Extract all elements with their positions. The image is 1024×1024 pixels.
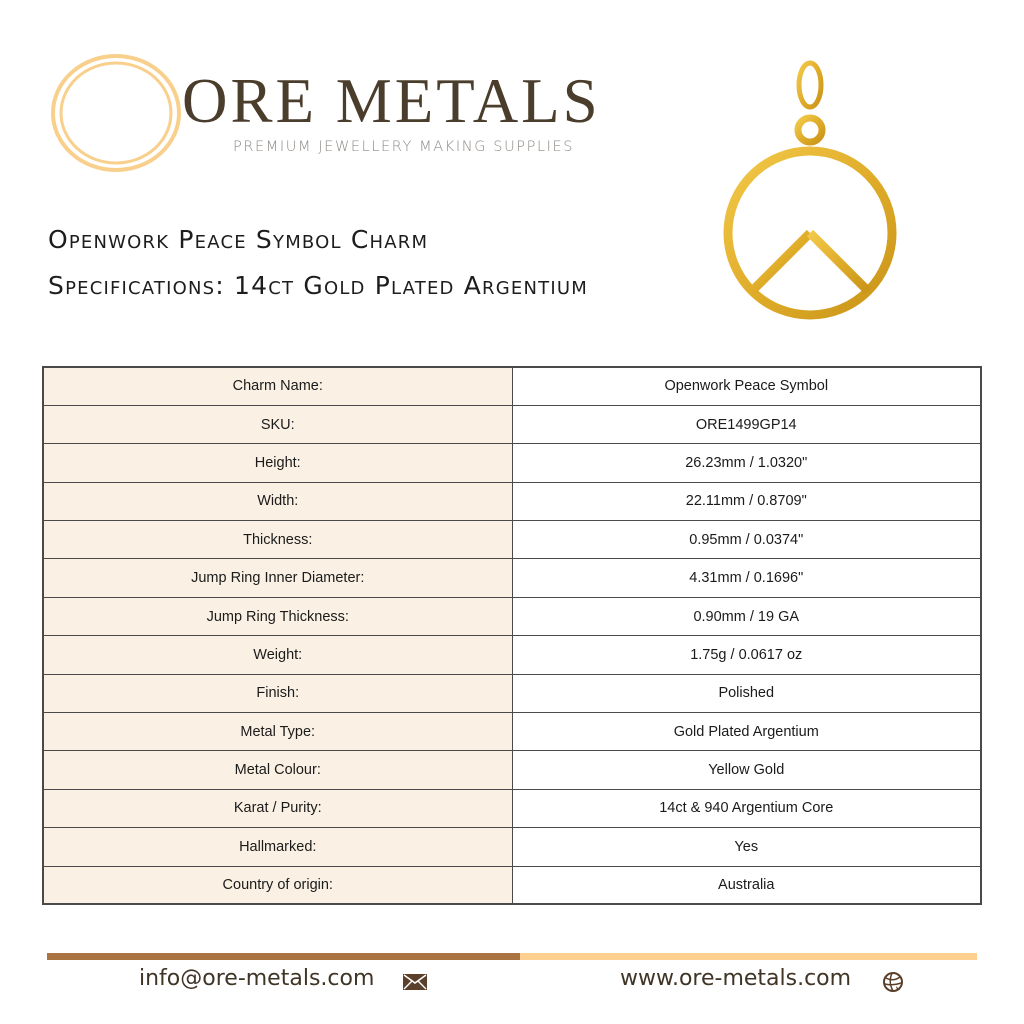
spec-value: 4.31mm / 0.1696" (512, 559, 981, 597)
spec-label: Height: (43, 444, 512, 482)
spec-label: Jump Ring Thickness: (43, 597, 512, 635)
table-row (43, 597, 981, 635)
spec-value: 14ct & 940 Argentium Core (512, 789, 981, 827)
specifications-table (42, 366, 982, 905)
spec-value: 26.23mm / 1.0320" (512, 444, 981, 482)
spec-label: Metal Colour: (43, 751, 512, 789)
spec-label: Finish: (43, 674, 512, 712)
table-row (43, 444, 981, 482)
footer-divider-light (520, 953, 977, 960)
table-row (43, 751, 981, 789)
email-link[interactable]: info@ore-metals.com (139, 966, 375, 991)
table-row (43, 521, 981, 559)
globe-icon (882, 971, 904, 993)
spec-value: Polished (512, 674, 981, 712)
spec-label: SKU: (43, 405, 512, 443)
brand-name: ORE METALS (182, 66, 601, 136)
spec-label: Jump Ring Inner Diameter: (43, 559, 512, 597)
spec-value: Yes (512, 828, 981, 866)
spec-label: Charm Name: (43, 367, 512, 405)
table-row (43, 559, 981, 597)
table-row (43, 405, 981, 443)
double-ring-logo-icon (50, 53, 182, 173)
table-row (43, 713, 981, 751)
envelope-icon (403, 974, 427, 990)
spec-value: 22.11mm / 0.8709" (512, 482, 981, 520)
spec-value: 1.75g / 0.0617 oz (512, 636, 981, 674)
spec-label: Weight: (43, 636, 512, 674)
spec-value: Gold Plated Argentium (512, 713, 981, 751)
spec-label: Metal Type: (43, 713, 512, 751)
spec-label: Karat / Purity: (43, 789, 512, 827)
table-row (43, 482, 981, 520)
product-title: Openwork Peace Symbol Charm (48, 225, 429, 254)
spec-value: Australia (512, 866, 981, 904)
spec-value: Openwork Peace Symbol (512, 367, 981, 405)
spec-label: Country of origin: (43, 866, 512, 904)
product-specifications-heading: Specifications: 14ct Gold Plated Argentium (48, 271, 588, 300)
table-row (43, 636, 981, 674)
table-row (43, 828, 981, 866)
website-link[interactable]: www.ore-metals.com (620, 966, 852, 991)
spec-value: Yellow Gold (512, 751, 981, 789)
spec-value: 0.90mm / 19 GA (512, 597, 981, 635)
brand-tagline: PREMIUM JEWELLERY MAKING SUPPLIES (233, 139, 575, 155)
spec-label: Width: (43, 482, 512, 520)
table-row (43, 674, 981, 712)
table-row (43, 789, 981, 827)
peace-symbol-charm-icon (718, 58, 902, 324)
table-row (43, 866, 981, 904)
spec-label: Thickness: (43, 521, 512, 559)
spec-label: Hallmarked: (43, 828, 512, 866)
table-row (43, 367, 981, 405)
footer-divider-dark (47, 953, 520, 960)
spec-value: ORE1499GP14 (512, 405, 981, 443)
spec-value: 0.95mm / 0.0374" (512, 521, 981, 559)
